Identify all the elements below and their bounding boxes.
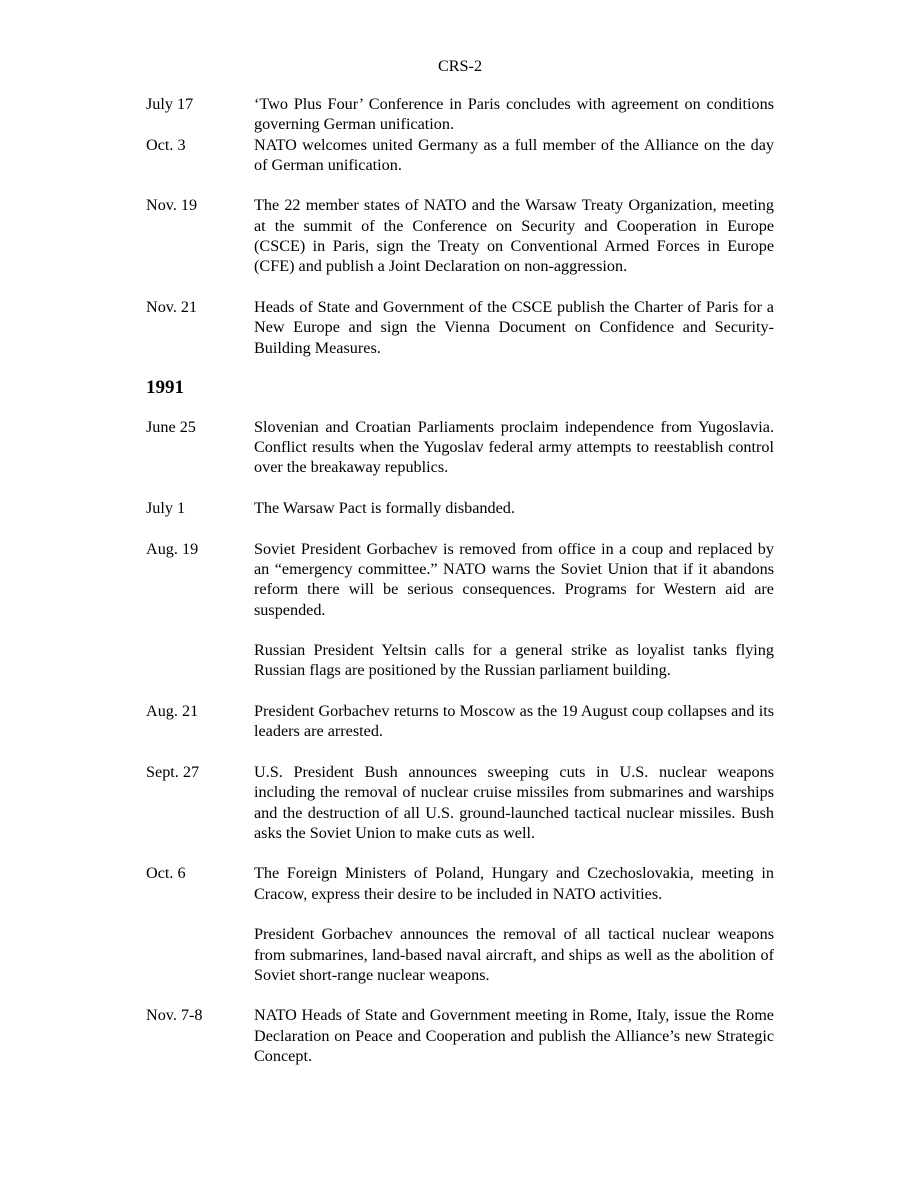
entry-body — [254, 762, 774, 843]
entry-text: ‘Two Plus Four’ Conference in Paris concludes with agreement on conditions governing German unification. — [254, 95, 774, 134]
entry-1991-sep-27 — [146, 762, 774, 843]
entry-text: President Gorbachev returns to Moscow as the 19 August coup collapses and its leaders are arrested. — [254, 702, 774, 741]
year-heading: 1991 — [146, 376, 184, 398]
entry-body — [254, 701, 774, 742]
entry-body — [254, 498, 774, 518]
entry-date: Aug. 19 — [146, 539, 199, 558]
entry-1990-nov-21 — [146, 297, 774, 358]
entry-1990-nov-19 — [146, 195, 774, 276]
entry-body — [254, 539, 774, 681]
entry-text: NATO Heads of State and Government meeting in Rome, Italy, issue the Rome Declaration on Peace and Cooperation and publish the Alliance’s new Strategic Concept. — [254, 1006, 774, 1066]
entry-text: The Foreign Ministers of Poland, Hungary and Czechoslovakia, meeting in Cracow, express their desire to be included in NATO activities. — [254, 864, 774, 903]
entry-1991-jul-1 — [146, 498, 774, 518]
entry-text: U.S. President Bush announces sweeping cuts in U.S. nuclear weapons including the removal of nuclear cruise missiles from submarines and warships and the destruction of all U.S. ground-launched tactical nuclear missiles. Bush asks the Soviet Union to make cuts as well. — [254, 762, 774, 842]
entry-date: Oct. 3 — [146, 135, 186, 154]
entry-text: Soviet President Gorbachev is removed from office in a coup and replaced by an “emergency committee.” NATO warns the Soviet Union that if it abandons reform there will be serious consequences. Programs for Western aid are suspended. — [254, 539, 774, 619]
entry-text: NATO welcomes united Germany as a full member of the Alliance on the day of German unification. — [254, 135, 774, 174]
entry-1991-jun-25 — [146, 417, 774, 478]
entry-text: The Warsaw Pact is formally disbanded. — [254, 499, 515, 518]
entry-body — [254, 297, 774, 358]
entry-1990-jul-17 — [146, 94, 774, 135]
entry-text: Heads of State and Government of the CSCE publish the Charter of Paris for a New Europe and sign the Vienna Document on Confidence and Security-Building Measures. — [254, 297, 774, 357]
entry-date: Nov. 21 — [146, 297, 198, 316]
entry-date: Sept. 27 — [146, 762, 200, 781]
entry-date: July 17 — [146, 95, 194, 113]
entry-date: June 25 — [146, 417, 196, 436]
entry-1991-aug-19 — [146, 539, 774, 681]
chronology — [146, 94, 774, 1066]
entry-date: Nov. 19 — [146, 196, 198, 215]
entry-1991-nov-7-8 — [146, 1005, 774, 1066]
entry-date: July 1 — [146, 499, 186, 518]
entry-body — [254, 417, 774, 478]
entry-1991-aug-21 — [146, 701, 774, 742]
entry-date: Nov. 7-8 — [146, 1006, 203, 1025]
entry-body — [254, 135, 774, 176]
entry-text: The 22 member states of NATO and the Warsaw Treaty Organization, meeting at the summit of the Conference on Security and Cooperation in Europe (CSCE) in Paris, sign the Treaty on Conventional Armed Forces in Europe (CFE) and publish a Joint Declaration on non-aggression. — [254, 196, 774, 276]
entry-text: Slovenian and Croatian Parliaments proclaim independence from Yugoslavia. Conflict results when the Yugoslav federal army attempts to reestablish control over the breakaway republics. — [254, 417, 774, 477]
entry-1991-oct-6 — [146, 863, 774, 985]
entry-text: Russian President Yeltsin calls for a general strike as loyalist tanks flying Russian flags are positioned by the Russian parliament building. — [254, 641, 774, 680]
entry-text: President Gorbachev announces the removal of all tactical nuclear weapons from submarines, land-based naval aircraft, and ships as well as the abolition of Soviet short-range nuclear weapons. — [254, 925, 774, 984]
entry-body — [254, 1005, 774, 1066]
entry-body — [254, 195, 774, 276]
entry-body — [254, 94, 774, 135]
entry-body — [254, 863, 774, 985]
entry-date: Aug. 21 — [146, 702, 199, 721]
entry-date: Oct. 6 — [146, 864, 186, 883]
page-header: CRS-2 — [437, 57, 483, 75]
entry-1990-oct-3 — [146, 135, 774, 176]
